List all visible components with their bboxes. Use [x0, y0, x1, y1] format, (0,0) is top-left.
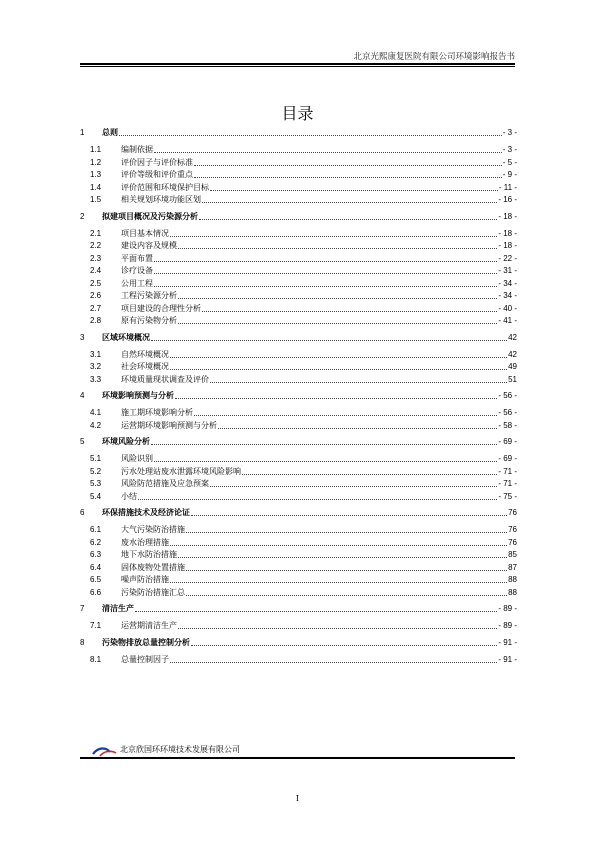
- toc-entry-title: 环保措施技术及经济论证: [102, 508, 190, 517]
- toc-section-entry[interactable]: [80, 479, 517, 489]
- toc-entry-page: 76: [508, 537, 517, 547]
- toc-dot-leader: [170, 357, 507, 358]
- toc-dot-leader: [186, 532, 507, 533]
- toc-dot-leader: [186, 570, 507, 571]
- toc-entry-number: 2.5: [90, 278, 102, 288]
- toc-section-entry[interactable]: [80, 550, 517, 560]
- toc-entry-number: 3: [80, 332, 85, 342]
- toc-entry-title: 环境质量现状调查及评价: [121, 374, 209, 384]
- toc-entry-page: 76: [508, 525, 517, 534]
- toc-entry-number: 2.2: [90, 241, 102, 250]
- toc-entry-title: 区域环境概况: [102, 332, 150, 342]
- toc-entry-number: 5: [80, 437, 85, 446]
- toc-dot-leader: [210, 382, 507, 383]
- toc-title: 目录: [281, 104, 314, 123]
- toc-entry-page: - 3 -: [502, 128, 517, 137]
- toc-entry-title: 小结: [121, 491, 137, 501]
- toc-entry-number: 8: [80, 637, 85, 647]
- toc-dot-leader: [178, 248, 497, 249]
- toc-entry-title: 地下水防治措施: [121, 550, 177, 559]
- toc-entry-title: 运营期环境影响预测与分析: [121, 420, 217, 430]
- toc-entry-number: 4.1: [90, 408, 102, 417]
- toc-entry-page: - 41 -: [498, 316, 517, 325]
- toc-dot-leader: [210, 190, 498, 191]
- toc-entry-title: 废水治理措施: [121, 537, 169, 547]
- toc-section-entry[interactable]: [80, 170, 517, 180]
- toc-section-entry[interactable]: [80, 158, 517, 168]
- toc-dot-leader: [175, 398, 497, 399]
- toc-entry-page: - 3 -: [502, 145, 517, 154]
- toc-entry-number: 1.1: [90, 145, 102, 154]
- toc-section-entry[interactable]: [80, 454, 517, 464]
- toc-entry-page: - 75 -: [498, 491, 517, 501]
- toc-entry-page: - 40 -: [498, 303, 517, 313]
- toc-entry-title: 风险防范措施及应急预案: [121, 479, 209, 488]
- toc-dot-leader: [210, 486, 497, 487]
- toc-chapter-entry[interactable]: [80, 212, 517, 222]
- toc-chapter-entry[interactable]: [80, 333, 517, 343]
- header-rule-thin: [80, 66, 515, 67]
- toc-dot-leader: [194, 165, 502, 166]
- toc-entry-page: - 22 -: [498, 253, 517, 263]
- toc-section-entry[interactable]: [80, 538, 517, 548]
- toc-dot-leader: [154, 261, 497, 262]
- toc-entry-title: 社会环境概况: [121, 362, 169, 371]
- toc-section-entry[interactable]: [80, 621, 517, 631]
- toc-chapter-entry[interactable]: [80, 437, 517, 447]
- toc-dot-leader: [202, 311, 497, 312]
- toc-entry-page: - 56 -: [498, 391, 517, 400]
- toc-entry-title: 公用工程: [121, 278, 153, 288]
- toc-entry-title: 工程污染源分析: [121, 291, 177, 300]
- toc-entry-page: - 11 -: [498, 182, 517, 192]
- toc-section-entry[interactable]: [80, 195, 517, 205]
- toc-dot-leader: [135, 611, 497, 612]
- toc-entry-title: 大气污染防治措施: [121, 525, 185, 534]
- toc-entry-title: 总则: [102, 128, 118, 137]
- toc-dot-leader: [199, 219, 497, 220]
- toc-entry-page: 76: [508, 508, 517, 517]
- toc-dot-leader: [154, 286, 497, 287]
- running-header: 北京光熙康复医院有限公司环境影响报告书: [353, 52, 515, 62]
- toc-section-entry[interactable]: [80, 421, 517, 431]
- toc-entry-number: 2.6: [90, 291, 102, 300]
- toc-section-entry[interactable]: [80, 467, 517, 477]
- toc-entry-page: - 34 -: [498, 278, 517, 288]
- toc-entry-number: 6.2: [90, 537, 102, 547]
- toc-entry-page: 87: [508, 562, 517, 572]
- toc-entry-title: 固体废物处置措施: [121, 562, 185, 572]
- toc-entry-title: 评价范围和环境保护目标: [121, 182, 209, 192]
- toc-dot-leader: [170, 662, 497, 663]
- toc-entry-page: - 31 -: [498, 266, 517, 275]
- toc-entry-title: 污染物排放总量控制分析: [102, 637, 190, 647]
- toc-entry-title: 评价因子与评价标准: [121, 157, 193, 167]
- toc-dot-leader: [170, 545, 507, 546]
- toc-entry-number: 2.8: [90, 316, 102, 325]
- toc-dot-leader: [186, 595, 507, 596]
- toc-entry-number: 2.3: [90, 253, 102, 263]
- toc-section-entry[interactable]: [80, 183, 517, 193]
- toc-chapter-entry[interactable]: [80, 391, 517, 401]
- toc-entry-number: 1: [80, 128, 85, 137]
- toc-entry-title: 自然环境概况: [121, 349, 169, 359]
- toc-dot-leader: [170, 369, 507, 370]
- toc-dot-leader: [178, 628, 497, 629]
- toc-entry-title: 环境风险分析: [102, 437, 150, 446]
- toc-chapter-entry[interactable]: [80, 604, 517, 614]
- toc-entry-page: - 18 -: [498, 228, 517, 238]
- toc-entry-number: 5.3: [90, 479, 102, 488]
- toc-entry-number: 1.4: [90, 182, 102, 192]
- toc-entry-number: 3.1: [90, 349, 102, 359]
- toc-entry-page: 85: [508, 550, 517, 559]
- toc-section-entry[interactable]: [80, 304, 517, 314]
- toc-entry-page: 42: [508, 332, 517, 342]
- toc-entry-title: 相关规划环境功能区划: [121, 195, 201, 204]
- toc-entry-title: 编制依据: [121, 145, 153, 154]
- toc-entry-number: 2: [80, 211, 85, 221]
- toc-dot-leader: [194, 415, 497, 416]
- toc-entry-number: 6.5: [90, 575, 102, 584]
- toc-entry-title: 平面布置: [121, 253, 153, 263]
- toc-chapter-entry[interactable]: [80, 508, 517, 518]
- toc-entry-page: 88: [508, 575, 517, 584]
- toc-section-entry[interactable]: [80, 408, 517, 418]
- toc-entry-page: - 34 -: [498, 291, 517, 300]
- toc-section-entry[interactable]: [80, 254, 517, 264]
- toc-section-entry[interactable]: [80, 145, 517, 155]
- toc-entry-title: 施工期环境影响分析: [121, 408, 193, 417]
- toc-entry-number: 6: [80, 508, 85, 517]
- toc-section-entry[interactable]: [80, 350, 517, 360]
- toc-entry-page: 51: [508, 374, 517, 384]
- toc-entry-number: 3.2: [90, 362, 102, 371]
- toc-dot-leader: [119, 135, 502, 136]
- toc-entry-page: - 18 -: [498, 211, 517, 221]
- toc-entry-page: - 69 -: [498, 454, 517, 463]
- toc-dot-leader: [218, 428, 497, 429]
- toc-entry-page: - 71 -: [498, 466, 517, 476]
- toc-entry-title: 风险识别: [121, 454, 153, 463]
- footer-rule: [80, 757, 515, 759]
- toc-entry-title: 诊疗设备: [121, 266, 153, 275]
- toc-dot-leader: [242, 474, 497, 475]
- toc-section-entry[interactable]: [80, 563, 517, 573]
- toc-dot-leader: [154, 152, 502, 153]
- toc-dot-leader: [170, 236, 497, 237]
- toc-entry-number: 2.7: [90, 303, 102, 313]
- toc-entry-title: 清洁生产: [102, 604, 134, 613]
- toc-entry-number: 5.2: [90, 466, 102, 476]
- toc-dot-leader: [191, 645, 497, 646]
- toc-entry-page: - 58 -: [498, 420, 517, 430]
- toc-entry-number: 6.6: [90, 587, 102, 597]
- toc-entry-number: 2.1: [90, 228, 102, 238]
- toc-dot-leader: [151, 444, 497, 445]
- toc-entry-number: 5.4: [90, 491, 102, 501]
- toc-dot-leader: [194, 177, 502, 178]
- toc-entry-page: - 91 -: [498, 654, 517, 664]
- toc-entry-number: 4.2: [90, 420, 102, 430]
- toc-entry-number: 1.5: [90, 195, 102, 204]
- toc-section-entry[interactable]: [80, 241, 517, 251]
- toc-entry-number: 7.1: [90, 621, 102, 630]
- toc-section-entry[interactable]: [80, 229, 517, 239]
- toc-entry-page: - 69 -: [498, 437, 517, 446]
- toc-entry-page: 88: [508, 587, 517, 597]
- toc-entry-title: 建设内容及规模: [121, 241, 177, 250]
- toc-entry-page: - 89 -: [498, 604, 517, 613]
- toc-entry-title: 运营期清洁生产: [121, 621, 177, 630]
- toc-dot-leader: [154, 461, 497, 462]
- toc-dot-leader: [151, 340, 507, 341]
- toc-entry-number: 4: [80, 391, 85, 400]
- toc-entry-page: - 91 -: [498, 637, 517, 647]
- toc-entry-number: 2.4: [90, 266, 102, 275]
- toc-section-entry[interactable]: [80, 492, 517, 502]
- toc-entry-number: 5.1: [90, 454, 102, 463]
- toc-dot-leader: [170, 582, 507, 583]
- toc-section-entry[interactable]: [80, 279, 517, 289]
- toc-entry-page: - 16 -: [498, 195, 517, 204]
- toc-section-entry[interactable]: [80, 375, 517, 385]
- toc-section-entry[interactable]: [80, 291, 517, 301]
- toc-entry-number: 6.1: [90, 525, 102, 534]
- toc-entry-page: - 9 -: [502, 170, 517, 179]
- toc-entry-page: - 89 -: [498, 621, 517, 630]
- toc-entry-title: 项目基本情况: [121, 228, 169, 238]
- toc-entry-page: - 18 -: [498, 241, 517, 250]
- toc-dot-leader: [178, 323, 497, 324]
- toc-dot-leader: [191, 515, 507, 516]
- toc-entry-title: 污染防治措施汇总: [121, 587, 185, 597]
- toc-entry-number: 6.4: [90, 562, 102, 572]
- toc-entry-page: - 71 -: [498, 479, 517, 488]
- footer-company: 北京欣国环环境技术发展有限公司: [120, 745, 240, 754]
- header-rule: [80, 63, 515, 65]
- toc-dot-leader: [138, 499, 497, 500]
- toc-section-entry[interactable]: [80, 655, 517, 665]
- toc-entry-number: 6.3: [90, 550, 102, 559]
- toc-entry-title: 拟建项目概况及污染源分析: [102, 211, 198, 221]
- toc-entry-number: 1.2: [90, 157, 102, 167]
- toc-entry-number: 1.3: [90, 170, 102, 179]
- toc-chapter-entry[interactable]: [80, 128, 517, 138]
- toc-entry-title: 原有污染物分析: [121, 316, 177, 325]
- toc-entry-page: 49: [508, 362, 517, 371]
- toc-entry-title: 项目建设的合理性分析: [121, 303, 201, 313]
- toc-entry-page: 42: [508, 349, 517, 359]
- toc-section-entry[interactable]: [80, 575, 517, 585]
- toc-dot-leader: [202, 202, 497, 203]
- toc-entry-number: 3.3: [90, 374, 102, 384]
- toc-section-entry[interactable]: [80, 266, 517, 276]
- toc-section-entry[interactable]: [80, 362, 517, 372]
- toc-entry-title: 污水处理站废水泄露环境风险影响: [121, 466, 241, 476]
- toc-entry-number: 7: [80, 604, 85, 613]
- toc-entry-title: 环境影响预测与分析: [102, 391, 174, 400]
- toc-section-entry[interactable]: [80, 588, 517, 598]
- toc-entry-title: 评价等级和评价重点: [121, 170, 193, 179]
- toc-section-entry[interactable]: [80, 316, 517, 326]
- toc-dot-leader: [154, 273, 497, 274]
- page-number: I: [295, 794, 300, 803]
- toc-entry-number: 8.1: [90, 654, 102, 664]
- toc-entry-page: - 56 -: [498, 408, 517, 417]
- toc-entry-title: 总量控制因子: [121, 654, 169, 664]
- toc-dot-leader: [178, 557, 507, 558]
- toc-dot-leader: [178, 298, 497, 299]
- toc-entry-title: 噪声防治措施: [121, 575, 169, 584]
- toc-chapter-entry[interactable]: [80, 638, 517, 648]
- toc-entry-page: - 5 -: [502, 157, 517, 167]
- toc-section-entry[interactable]: [80, 525, 517, 535]
